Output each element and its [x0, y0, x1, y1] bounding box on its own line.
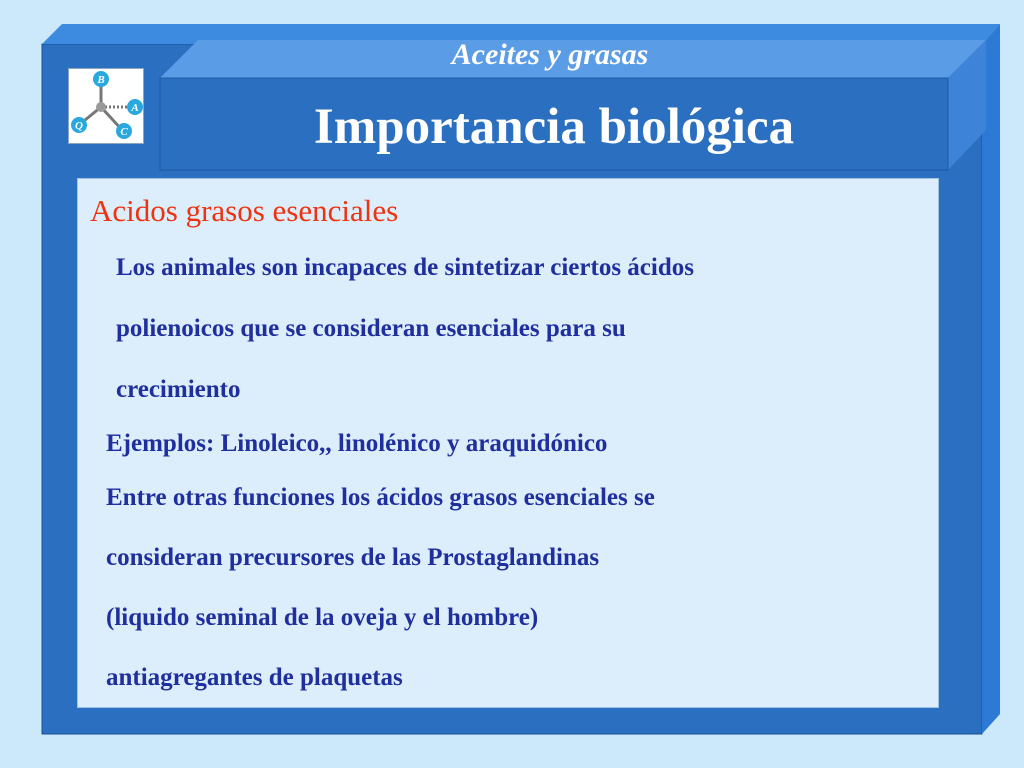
- text-line: Entre otras funciones los ácidos grasos esenciales se: [106, 484, 655, 511]
- content-panel: [77, 178, 939, 708]
- svg-text:A: A: [131, 102, 139, 114]
- text-line: consideran precursores de las Prostaglandinas: [106, 544, 600, 571]
- svg-text:Q: Q: [75, 120, 83, 132]
- svg-text:B: B: [97, 74, 105, 86]
- molecule-icon: [69, 69, 143, 143]
- atom-b: [93, 71, 109, 87]
- text-line: antiagregantes de plaquetas: [106, 664, 403, 691]
- paragraph-functions: [106, 479, 926, 719]
- slide-subtitle: Aceites y grasas: [451, 38, 649, 71]
- paragraph-essential: [116, 249, 926, 432]
- atom-q: [71, 117, 87, 133]
- atom-a: [127, 99, 143, 115]
- paragraph-examples: Ejemplos: Linoleico,, linolénico y araquidónico: [106, 430, 608, 457]
- slide-title: Importancia biológica: [313, 99, 795, 155]
- text-line: polienoicos que se consideran esenciales para su: [116, 315, 626, 342]
- molecule-logo-icon: [68, 68, 144, 144]
- text-line: Los animales son incapaces de sintetizar ciertos ácidos: [116, 254, 694, 281]
- atom-c: [116, 123, 132, 139]
- text-line: (liquido seminal de la oveja y el hombre): [106, 604, 539, 631]
- section-heading: Acidos grasos esenciales: [90, 193, 399, 228]
- text-line: crecimiento: [116, 376, 241, 403]
- svg-text:C: C: [120, 126, 128, 138]
